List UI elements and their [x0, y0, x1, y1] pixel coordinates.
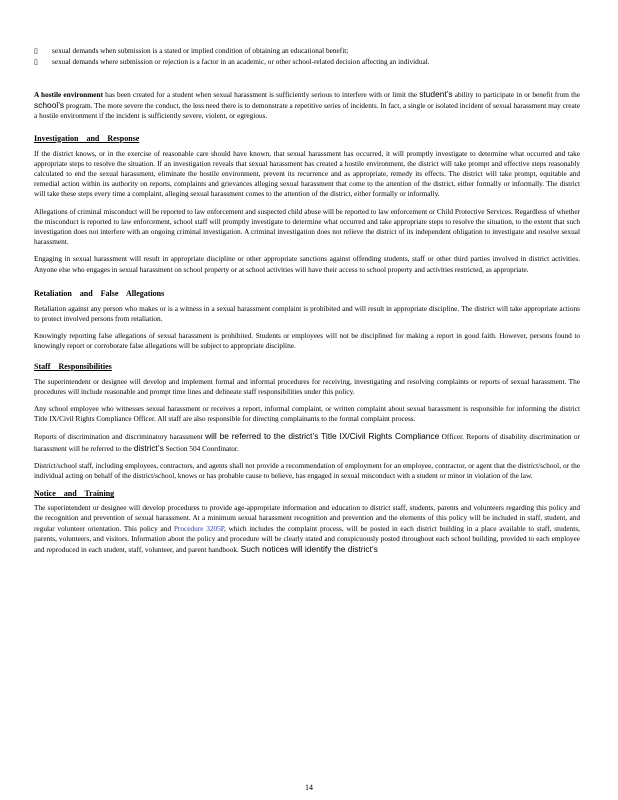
investigation-paragraph-3: Engaging in sexual harassment will result in appropriate discipline or other appropriate sanctions against offending students, staff or other third parties involved in district activities. Anyone else who engages in sexual harassment on school property or at school activities will have their access to school property and activities restricted, as appropriate.: [34, 254, 580, 274]
investigation-paragraph-2: Allegations of criminal misconduct will be reported to law enforcement and suspected child abuse will be reported to law enforcement or Child Protective Services. Regardless of whether the misconduct is reported to law enforcement, school staff will promptly investigate to determine what occurred and take appropriate steps to resolve the situation, to the extent that such investigation does not interfere with an ongoing criminal investigation. A criminal investigation does not relieve the district of its independent obligation to investigate and resolve sexual harassment.: [34, 206, 580, 247]
notice-paragraph-1: The superintendent or designee will develop procedures to provide age-appropriate information and education to district staff, students, parents and volunteers regarding this policy and the recognition and prevention of sexual harassment. At a minimum sexual harassment recognition and prevention and the elements of this policy will be included in staff, student, and regular volunteer orientation. This policy and Procedure 3205P, which includes the complaint process, will be posted in each district building in a place available to staff, students, parents, volunteers, and visitors. Information about the policy and procedure will be clearly stated and conspicuously posted throughout each school building, provided to each employee and reproduced in each student, staff, volunteer, and parent handbook. Such notices will identify the district’s: [34, 503, 580, 555]
investigation-paragraph-1: If the district knows, or in the exercise of reasonable care should have known, that sexual harassment has occurred, it will promptly investigate to determine what occurred and take appropriate steps to resolve the situation. If an investigation reveals that sexual harassment has created a hostile environment, the district will take prompt and effective steps reasonably calculated to end the sexual harassment, eliminate the hostile environment, prevent its recurrence and as appropriate, remedy its effects. The district will take prompt, equitable and remedial action within its authority on reports, complaints and grievances alleging sexual harassment that come to the attention of the district, either formally or informally. The district will take these steps every time a complaint, alleging sexual harassment comes to the attention of the district, either formally or informally.: [34, 148, 580, 199]
section-heading-staff: Staff Responsibilities: [34, 361, 112, 371]
section-heading-investigation: Investigation and Response: [34, 133, 140, 143]
section-heading-notice: Notice and Training: [34, 489, 115, 499]
bullet-text: sexual demands when submission is a stated or implied condition of obtaining an educational benefit;: [52, 46, 349, 55]
section-heading-retaliation: Retaliation and False Allegations: [34, 288, 165, 298]
page-number: 14: [305, 783, 313, 792]
hostile-environment-term: A hostile environment: [34, 90, 104, 99]
checkbox-icon: ▯: [34, 47, 38, 55]
bullet-item: [34, 57, 580, 67]
bullet-item: [34, 46, 580, 56]
procedure-link[interactable]: Procedure 3205P: [173, 523, 225, 533]
document-page: [34, 46, 580, 555]
staff-paragraph-2: Any school employee who witnesses sexual harassment or receives a report, informal complaint, or written complaint about sexual harassment is responsible for informing the district Title IX/Civil Rights Compliance Officer. All staff are also responsible for directing complainants to the formal complaint process.: [34, 404, 580, 424]
checkbox-icon: ▯: [34, 58, 38, 66]
staff-paragraph-1: The superintendent or designee will develop and implement formal and informal procedures for receiving, investigating and resolving complaints or reports of sexual harassment. The procedures will include reasonable and prompt time lines and delineate staff responsibilities under this policy.: [34, 376, 580, 396]
bullet-text: sexual demands where submission or rejection is a factor in an academic, or other school-related decision affecting an individual.: [52, 57, 430, 66]
hostile-environment-paragraph: A hostile environment has been created for a student when sexual harassment is sufficiently serious to interfere with or limit the student’s ability to participate in or benefit from the school’s program. The more severe the conduct, the less need there is to demonstrate a repetitive series of incidents. In fact, a single or isolated incident of sexual harassment may create a hostile environment if the incident is sufficiently severe, violent, or egregious.: [34, 89, 580, 121]
retaliation-paragraph-1: Retaliation against any person who makes or is a witness in a sexual harassment complaint is prohibited and will result in appropriate discipline. The district will take appropriate actions to protect involved persons from retaliation.: [34, 303, 580, 324]
staff-paragraph-4: District/school staff, including employees, contractors, and agents shall not provide a recommendation of employment for an employee, contractor, or agent that the district/school, or the individual acting on behalf of the district/school, knows or has probable cause to believe, has engaged in sexual misconduct with a student or minor in violation of the law.: [34, 460, 580, 481]
retaliation-paragraph-2: Knowingly reporting false allegations of sexual harassment is prohibited. Students or employees will not be disciplined for making a report in good faith. However, persons found to knowingly report or corroborate false allegations will be subject to appropriate discipline.: [34, 331, 580, 351]
staff-paragraph-3: Reports of discrimination and discriminatory harassment will be referred to the district’s Title IX/Civil Rights Compliance Officer. Reports of disability discrimination or harassment will be referred to the district’s Section 504 Coordinator.: [34, 431, 581, 453]
